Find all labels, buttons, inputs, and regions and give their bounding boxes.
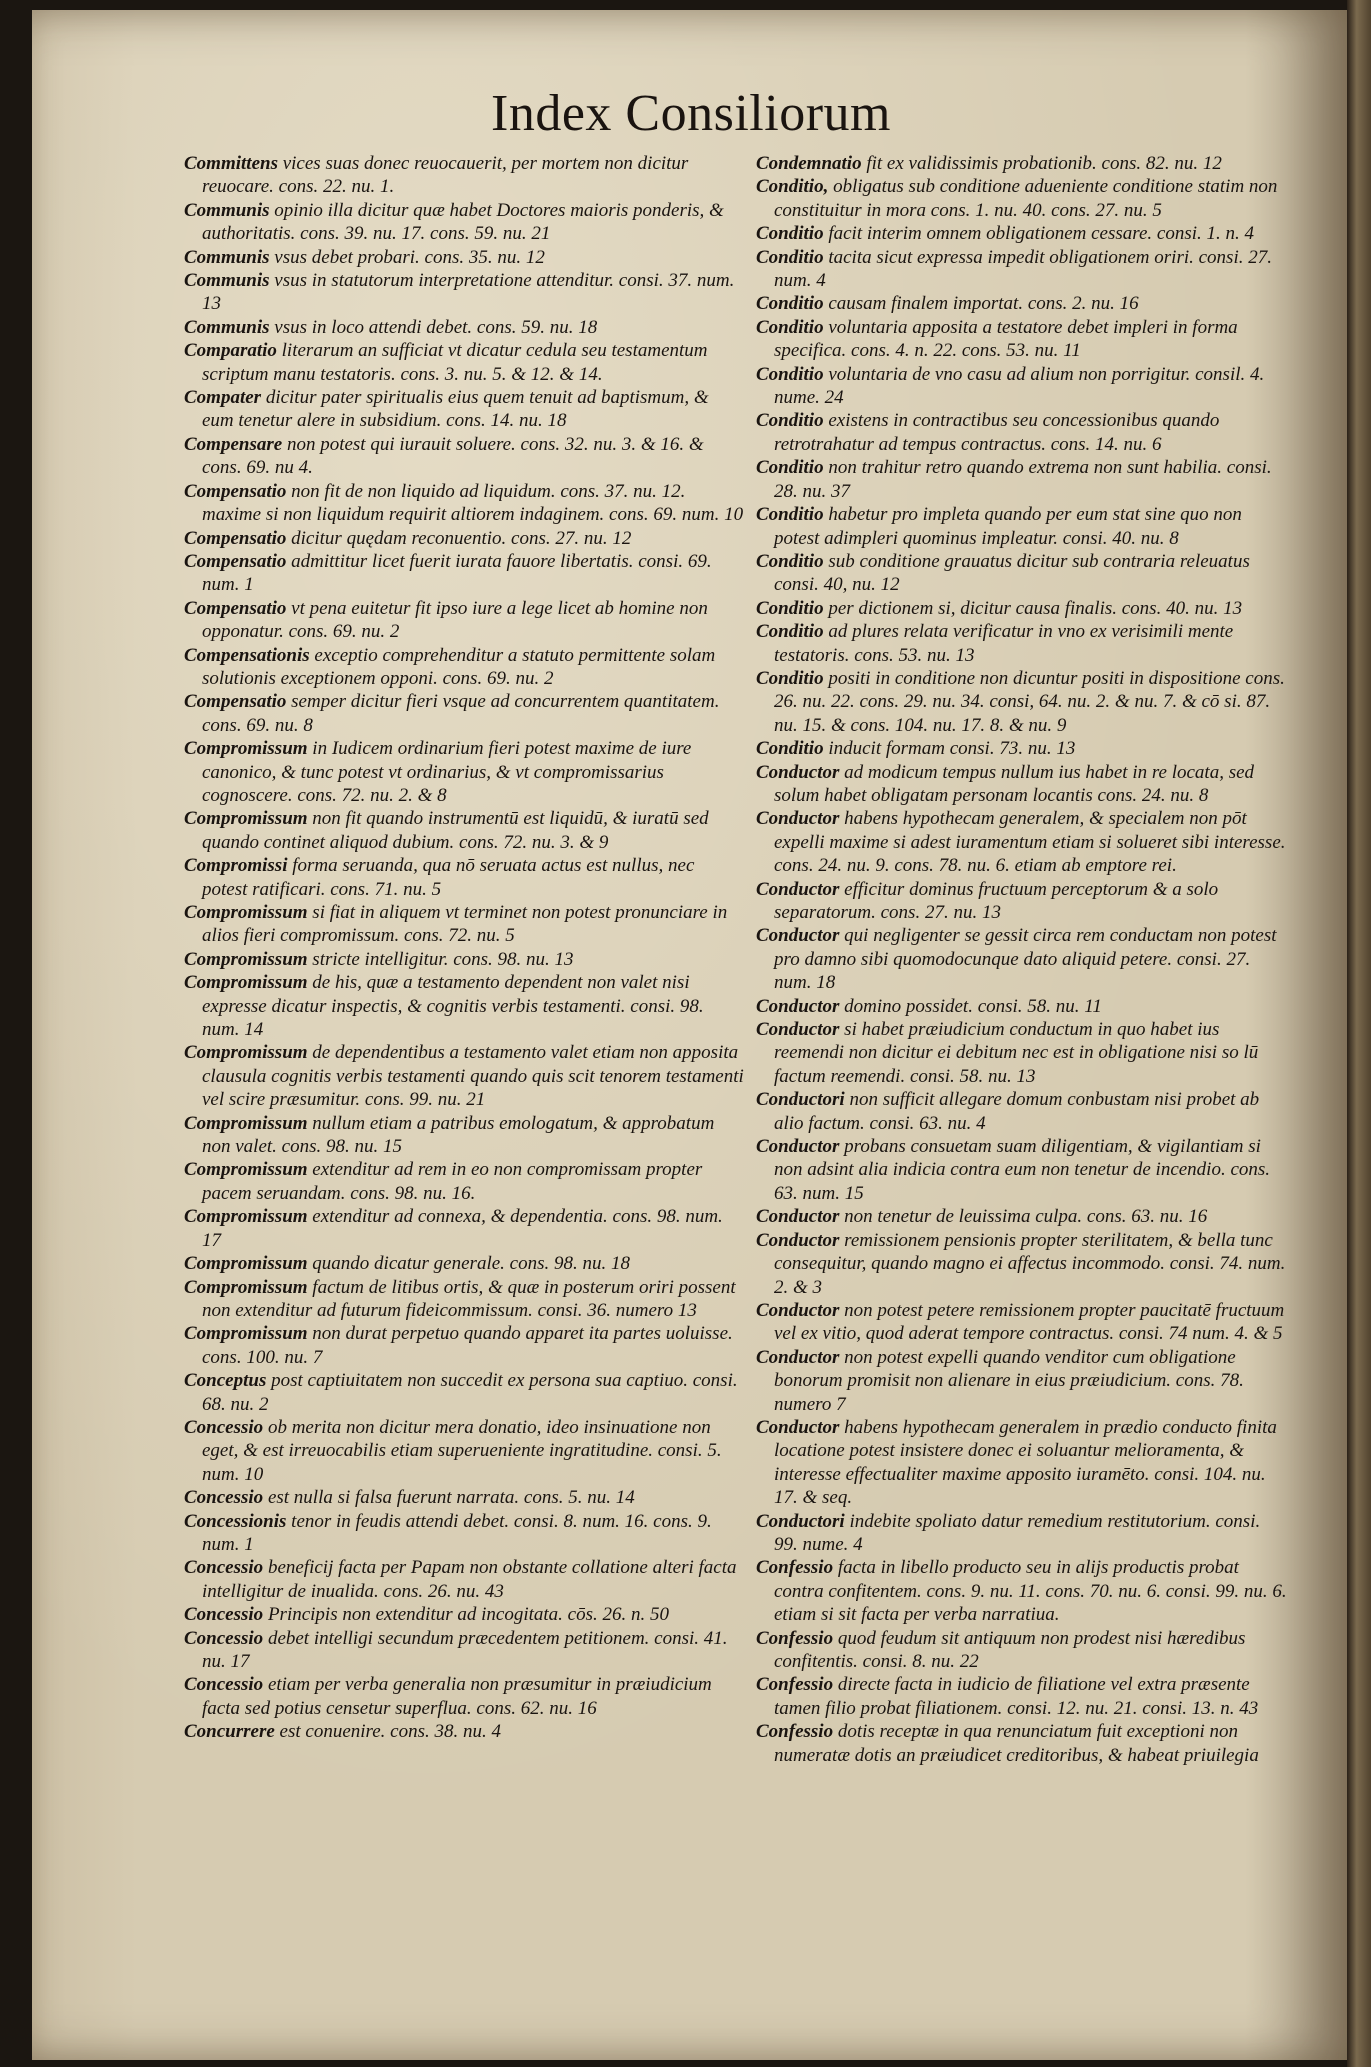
entry-text: obligatus sub conditione adueniente conditione statim non constituitur in mora cons. 1. nu. 40. cons. 27. nu. 5 (774, 176, 1278, 221)
index-entry (184, 527, 744, 550)
book-page (32, 10, 1350, 2060)
index-entry (756, 292, 1288, 315)
index-entry (756, 456, 1288, 503)
index-entry (184, 1252, 744, 1275)
entry-headword: Confessio (756, 1557, 834, 1579)
index-entry (756, 246, 1288, 293)
index-entry (184, 1673, 744, 1720)
entry-headword: Conditio (756, 621, 824, 643)
entry-text: existens in contractibus seu concessionibus quando retrotrahatur ad tempus contractus. cons. 14. nu. 6 (774, 410, 1220, 455)
entry-headword: Conditio (756, 246, 824, 268)
entry-headword: Concessio (184, 1487, 264, 1509)
entry-headword: Compromissi (184, 855, 288, 877)
entry-text: fit ex validissimis probationib. cons. 82. nu. 12 (861, 153, 1222, 174)
entry-text: vsus in loco attendi debet. cons. 59. nu. 18 (269, 316, 598, 338)
index-entry (184, 316, 744, 339)
entry-text: facit interim omnem obligationem cessare. consi. 1. n. 4 (823, 223, 1255, 245)
entry-text: indebite spoliato datur remedium restitutorium. consi. 99. nume. 4 (774, 1510, 1261, 1555)
index-entry (756, 175, 1288, 222)
entry-text: quando dicatur generale. cons. 98. nu. 18 (307, 1253, 630, 1275)
entry-text: stricte intelligitur. cons. 98. nu. 13 (307, 948, 574, 970)
entry-text: exceptio comprehenditur a statuto permittente solam solutionis exceptionem opponi. cons. 69. nu. 2 (202, 644, 716, 689)
entry-text: dicitur pater spiritualis eius quem tenuit ad baptismum, & eum tenetur alere in subsidium. cons. 14. nu. 18 (202, 387, 709, 432)
entry-text: si fiat in aliquem vt terminet non potest pronunciare in alios fieri compromissum. cons. 72. nu. 5 (202, 902, 728, 947)
entry-text: de dependentibus a testamento valet etiam non apposita clausula cognitis verbis testamenti quando quis scit tenorem testamenti vel scire præsumitur. cons. 99. nu. 21 (202, 1042, 744, 1111)
entry-headword: Compensatio (184, 550, 287, 572)
index-entry (184, 1205, 744, 1252)
entry-headword: Conditio (756, 293, 824, 315)
entry-text: factum de litibus ortis, & quæ in posterum oriri possent non extenditur ad futurum fideicommissum. consi. 36. numero 13 (202, 1276, 736, 1321)
index-entry (184, 1486, 744, 1509)
entry-headword: Conductori (756, 1089, 845, 1111)
page-title: Index Consiliorum (491, 85, 891, 142)
entry-text: vt pena euitetur fit ipso iure a lege licet ab homine non opponatur. cons. 69. nu. 2 (202, 597, 708, 643)
index-entry (756, 1018, 1288, 1088)
index-entry (184, 1276, 744, 1323)
entry-text: non fit de non liquido ad liquidum. cons. 37. nu. 12. maxime si non liquidum requirit altiorem indaginem. cons. 69. num. 10 (202, 480, 744, 526)
entry-headword: Compromissum (184, 1159, 308, 1181)
index-entry (184, 1158, 744, 1205)
entry-headword: Communis (184, 199, 270, 221)
index-entry (756, 550, 1288, 597)
entry-text: semper dicitur fieri vsque ad concurrentem quantitatem. cons. 69. nu. 8 (202, 691, 720, 736)
entry-text: est conuenire. cons. 38. nu. 4 (274, 1721, 501, 1743)
index-entry (184, 948, 744, 971)
index-entry (756, 597, 1288, 620)
index-entry (184, 152, 744, 199)
index-entry (756, 737, 1288, 760)
entry-text: beneficij facta per Papam non obstante collatione alteri facta intelligitur de inualida. cons. 26. nu. 43 (202, 1557, 737, 1602)
entry-headword: Confessio (756, 1674, 834, 1696)
entry-headword: Conductor (756, 1416, 840, 1438)
index-entry (184, 1556, 744, 1603)
index-entry (756, 1299, 1288, 1346)
entry-headword: Conductor (756, 1019, 840, 1041)
entry-headword: Comparatio (184, 340, 277, 362)
entry-headword: Concurrere (184, 1721, 275, 1743)
entry-headword: Communis (184, 316, 270, 338)
entry-headword: Concessionis (184, 1510, 287, 1532)
entry-headword: Compromissum (184, 738, 308, 760)
entry-headword: Concessio (184, 1604, 264, 1626)
entry-headword: Conductor (756, 925, 840, 947)
index-entry (184, 901, 744, 948)
entry-headword: Conductor (756, 1206, 840, 1228)
entry-headword: Compromissum (184, 1323, 308, 1345)
entry-headword: Conditio (756, 316, 824, 338)
index-entry (756, 995, 1288, 1018)
entry-text: facta in libello producto seu in alijs productis probat contra confitentem. cons. 9. nu. 11. cons. 70. nu. 6. consi. 99. nu. 6. etiam si sit facta per verba narratiua. (774, 1557, 1287, 1626)
entry-text: de his, quæ a testamento dependent non valet nisi expresse dicatur inspectis, & cognitis verbis testamenti. consi. 98. num. 14 (202, 972, 704, 1041)
entry-text: vices suas donec reuocauerit, per mortem non dicitur reuocare. cons. 22. nu. 1. (202, 153, 689, 198)
entry-headword: Compromissum (184, 1206, 308, 1228)
entry-headword: Communis (184, 270, 270, 292)
index-entry (184, 807, 744, 854)
entry-headword: Compromissum (184, 1112, 308, 1134)
entry-headword: Committens (184, 153, 278, 174)
entry-headword: Conditio (756, 363, 824, 385)
entry-text: non potest petere remissionem propter paucitatē fructuum vel ex vitio, quod aderat tempore contractus. consi. 74 num. 4. & 5 (774, 1299, 1285, 1345)
entry-headword: Compensatio (184, 527, 287, 549)
index-entry (756, 1229, 1288, 1299)
index-entry (184, 339, 744, 386)
index-entry (184, 246, 744, 269)
index-entry (184, 1510, 744, 1557)
entry-text: literarum an sufficiat vt dicatur cedula seu testamentum scriptum manu testatoris. cons. 3. nu. 5. & 12. & 14. (202, 340, 708, 385)
index-entry (184, 433, 744, 480)
index-entry (184, 1627, 744, 1674)
entry-text: directe facta in iudicio de filiatione vel extra præsente tamen filio probat filiationem. consi. 12. nu. 21. consi. 13. n. 43 (774, 1674, 1259, 1719)
entry-headword: Confessio (756, 1721, 834, 1743)
index-entry (756, 363, 1288, 410)
entry-text: causam finalem importat. cons. 2. nu. 16 (823, 293, 1139, 315)
entry-text: si habet præiudicium conductum in quo habet ius reemendi non dicitur ei debitum nec est in obligatione nisi so lū factum reemendi. consi. 58. nu. 13 (774, 1019, 1259, 1087)
entry-headword: Compensare (184, 433, 283, 455)
entry-headword: Conductor (756, 995, 840, 1017)
entry-text: non potest qui iurauit soluere. cons. 32. nu. 3. & 16. & cons. 69. nu 4. (202, 433, 704, 479)
index-entry (184, 1603, 744, 1626)
entry-text: non potest expelli quando venditor cum obligatione bonorum promisit non alienare in eius præiudicium. cons. 78. numero 7 (774, 1346, 1244, 1415)
entry-text: habens hypothecam generalem, & specialem non pōt expelli maxime si adest iuramentum etiam si solueret sibi interesse. cons. 24. nu. 9. cons. 78. nu. 6. etiam ab emptore rei. (774, 808, 1286, 877)
entry-headword: Conductor (756, 808, 840, 830)
entry-text: domino possidet. consi. 58. nu. 11 (839, 995, 1102, 1017)
index-entry (756, 503, 1288, 550)
entry-headword: Conceptus (184, 1370, 267, 1392)
entry-headword: Conditio (756, 457, 824, 479)
entry-headword: Compromissum (184, 808, 308, 830)
entry-headword: Conductor (756, 1136, 840, 1158)
entry-text: vsus in statutorum interpretatione attenditur. consi. 37. num. 13 (202, 270, 735, 315)
entry-text: habens hypothecam generalem in prædio conducto finita locatione potest insistere donec ei soluantur melioramenta, & interesse effectualiter maxime apposito iuramēto. consi. 104. nu. 17. & seq. (774, 1416, 1277, 1509)
index-entry (756, 1346, 1288, 1416)
index-entry (756, 1627, 1288, 1674)
entry-text: ob merita non dicitur mera donatio, ideo insinuatione non eget, & est irreuocabilis etiam superueniente ingratitudine. consi. 5. num. 10 (202, 1416, 722, 1485)
entry-text: dotis receptæ in qua renunciatum fuit exceptioni non numeratæ dotis an præiudicet creditoribus, & habeat priuilegia (774, 1721, 1259, 1766)
entry-text: tenor in feudis attendi debet. consi. 8. num. 16. cons. 9. num. 1 (202, 1510, 712, 1555)
entry-headword: Compromissum (184, 902, 308, 923)
entry-headword: Conditio (756, 410, 824, 432)
entry-headword: Concessio (184, 1416, 264, 1438)
entry-text: voluntaria apposita a testatore debet impleri in forma specifica. cons. 4. n. 22. cons. 53. nu. 11 (774, 316, 1238, 362)
entry-text: ad plures relata verificatur in vno ex verisimili mente testatoris. cons. 53. nu. 13 (774, 621, 1234, 666)
entry-text: efficitur dominus fructuum perceptorum & a solo separatorum. cons. 27. nu. 13 (774, 878, 1219, 923)
entry-text: extenditur ad connexa, & dependentia. cons. 98. num. 17 (202, 1206, 723, 1251)
entry-text: forma seruanda, qua nō seruata actus est nullus, nec potest ratificari. cons. 71. nu. 5 (202, 855, 695, 900)
entry-text: nullum etiam a patribus emologatum, & approbatum non valet. cons. 98. nu. 15 (202, 1112, 715, 1158)
index-entry (756, 807, 1288, 877)
entry-headword: Conductor (756, 1299, 840, 1321)
index-entry (756, 878, 1288, 925)
entry-text: habetur pro impleta quando per eum stat sine quo non potest adimpleri quominus impleatur. consi. 40. nu. 8 (774, 504, 1242, 549)
entry-text: extenditur ad rem in eo non compromissam propter pacem seruandam. cons. 98. nu. 16. (202, 1159, 703, 1204)
index-entry (756, 152, 1288, 175)
entry-headword: Conductor (756, 761, 840, 783)
entry-text: non fit quando instrumentū est liquidū, & iuratū sed quando continet aliquod dubium. cons. 72. nu. 3. & 9 (202, 808, 709, 853)
index-entry (756, 1510, 1288, 1557)
index-entry (756, 924, 1288, 994)
index-entry (184, 1369, 744, 1416)
index-entry (184, 1112, 744, 1159)
index-entry (756, 316, 1288, 363)
entry-text: qui negligenter se gessit circa rem conductam non potest pro damno sibi quomodocunque dato aliquid petere. consi. 27. num. 18 (774, 925, 1277, 994)
index-entry (756, 667, 1288, 737)
entry-text: inducit formam consi. 73. nu. 13 (823, 738, 1076, 760)
entry-text: non sufficit allegare domum conbustam nisi probet ab alio factum. consi. 63. nu. 4 (774, 1089, 1260, 1134)
index-entry (184, 1322, 744, 1369)
index-column-left (184, 152, 744, 1744)
entry-headword: Compater (184, 387, 262, 409)
index-entry (756, 409, 1288, 456)
entry-text: remissionem pensionis propter sterilitatem, & bella tunc consequitur, quando magno ei affectus incommodo. consi. 74. num. 2. & 3 (774, 1229, 1286, 1298)
index-column-right (756, 152, 1288, 1767)
entry-headword: Conditio (756, 597, 824, 619)
index-entry (756, 1088, 1288, 1135)
entry-headword: Compromissum (184, 948, 308, 970)
entry-headword: Conditio (756, 738, 824, 760)
entry-text: non trahitur retro quando extrema non sunt habilia. consi. 28. nu. 37 (774, 457, 1272, 502)
index-entry (756, 222, 1288, 245)
entry-headword: Compromissum (184, 1042, 308, 1064)
entry-headword: Conditio (756, 504, 824, 526)
entry-headword: Conductor (756, 1229, 840, 1251)
entry-headword: Compensationis (184, 644, 310, 666)
entry-headword: Conditio (756, 223, 824, 245)
index-entry (756, 1416, 1288, 1510)
entry-text: vsus debet probari. cons. 35. nu. 12 (269, 246, 545, 268)
entry-text: quod feudum sit antiquum non prodest nisi hæredibus confitentis. consi. 8. nu. 22 (774, 1627, 1246, 1672)
entry-headword: Compensatio (184, 597, 287, 619)
entry-text: sub conditione grauatus dicitur sub contraria releuatus consi. 40, nu. 12 (774, 550, 1250, 596)
entry-text: in Iudicem ordinarium fieri potest maxime de iure canonico, & tunc potest vt ordinarius, & vt compromissarius cognoscere. cons. 72. nu. 2. & 8 (202, 738, 692, 806)
entry-text: debet intelligi secundum præcedentem petitionem. consi. 41. nu. 17 (202, 1627, 728, 1672)
entry-text: per dictionem si, dicitur causa finalis. cons. 40. nu. 13 (823, 597, 1243, 619)
entry-headword: Concessio (184, 1627, 264, 1649)
index-entry (756, 1673, 1288, 1720)
entry-text: opinio illa dicitur quæ habet Doctores maioris ponderis, & authoritatis. cons. 39. nu. 17. cons. 59. nu. 21 (202, 199, 724, 245)
index-entry (184, 690, 744, 737)
adjacent-page-edge (1347, 0, 1371, 2067)
index-entry (184, 1416, 744, 1486)
index-entry (756, 1556, 1288, 1626)
entry-headword: Conditio (756, 667, 824, 689)
entry-headword: Conditio (756, 550, 824, 572)
entry-text: ad modicum tempus nullum ius habet in re locata, sed solum habet obligatam personam locantis cons. 24. nu. 8 (774, 761, 1255, 806)
index-entry (184, 737, 744, 807)
entry-headword: Conductori (756, 1510, 845, 1532)
index-entry (184, 854, 744, 901)
index-entry (184, 597, 744, 644)
entry-headword: Condemnatio (756, 153, 862, 174)
index-entry (184, 971, 744, 1041)
entry-text: etiam per verba generalia non præsumitur in præiudicium facta sed potius censetur superflua. cons. 62. nu. 16 (202, 1674, 712, 1719)
index-entry (184, 1041, 744, 1111)
entry-headword: Compensatio (184, 691, 287, 713)
entry-text: positi in conditione non dicuntur positi in dispositione cons. 26. nu. 22. cons. 29. nu. 34. consi, 64. nu. 2. & nu. 7. & cō si. 87. nu. 15. & cons. 104. nu. 17. 8. & nu. 9 (774, 667, 1285, 736)
entry-text: Principis non extenditur ad incogitata. cōs. 26. n. 50 (263, 1604, 670, 1626)
index-entry (756, 761, 1288, 808)
index-entry (756, 1205, 1288, 1228)
entry-headword: Concessio (184, 1674, 264, 1696)
entry-headword: Compensatio (184, 480, 287, 502)
entry-text: probans consuetam suam diligentiam, & vigilantiam si non adsint alia indicia contra eum non tenetur de incendio. cons. 63. num. 15 (774, 1136, 1271, 1204)
index-entry (756, 1135, 1288, 1205)
entry-headword: Conductor (756, 878, 840, 900)
entry-text: non tenetur de leuissima culpa. cons. 63. nu. 16 (839, 1206, 1208, 1228)
index-entry (756, 620, 1288, 667)
entry-text: admittitur licet fuerit iurata fauore libertatis. consi. 69. num. 1 (202, 550, 712, 596)
index-entry (756, 1720, 1288, 1767)
index-entry (184, 644, 744, 691)
entry-text: dicitur quędam reconuentio. cons. 27. nu. 12 (286, 527, 632, 549)
index-entry (184, 1720, 744, 1743)
entry-headword: Compromissum (184, 1253, 308, 1275)
index-entry (184, 480, 744, 527)
entry-headword: Compromissum (184, 972, 308, 994)
entry-headword: Conditio, (756, 176, 829, 198)
entry-text: est nulla si falsa fuerunt narrata. cons. 5. nu. 14 (263, 1487, 635, 1509)
entry-text: voluntaria de vno casu ad alium non porrigitur. consil. 4. nume. 24 (774, 363, 1265, 409)
index-entry (184, 269, 744, 316)
entry-text: post captiuitatem non succedit ex persona sua captiuo. consi. 68. nu. 2 (202, 1370, 738, 1415)
entry-text: non durat perpetuo quando apparet ita partes uoluisse. cons. 100. nu. 7 (202, 1323, 733, 1368)
entry-headword: Conductor (756, 1346, 840, 1368)
index-entry (184, 550, 744, 597)
index-entry (184, 199, 744, 246)
entry-headword: Communis (184, 246, 270, 268)
entry-headword: Confessio (756, 1627, 834, 1649)
entry-headword: Compromissum (184, 1276, 308, 1298)
entry-headword: Concessio (184, 1557, 264, 1579)
index-entry (184, 386, 744, 433)
entry-text: tacita sicut expressa impedit obligationem oriri. consi. 27. num. 4 (774, 246, 1272, 292)
